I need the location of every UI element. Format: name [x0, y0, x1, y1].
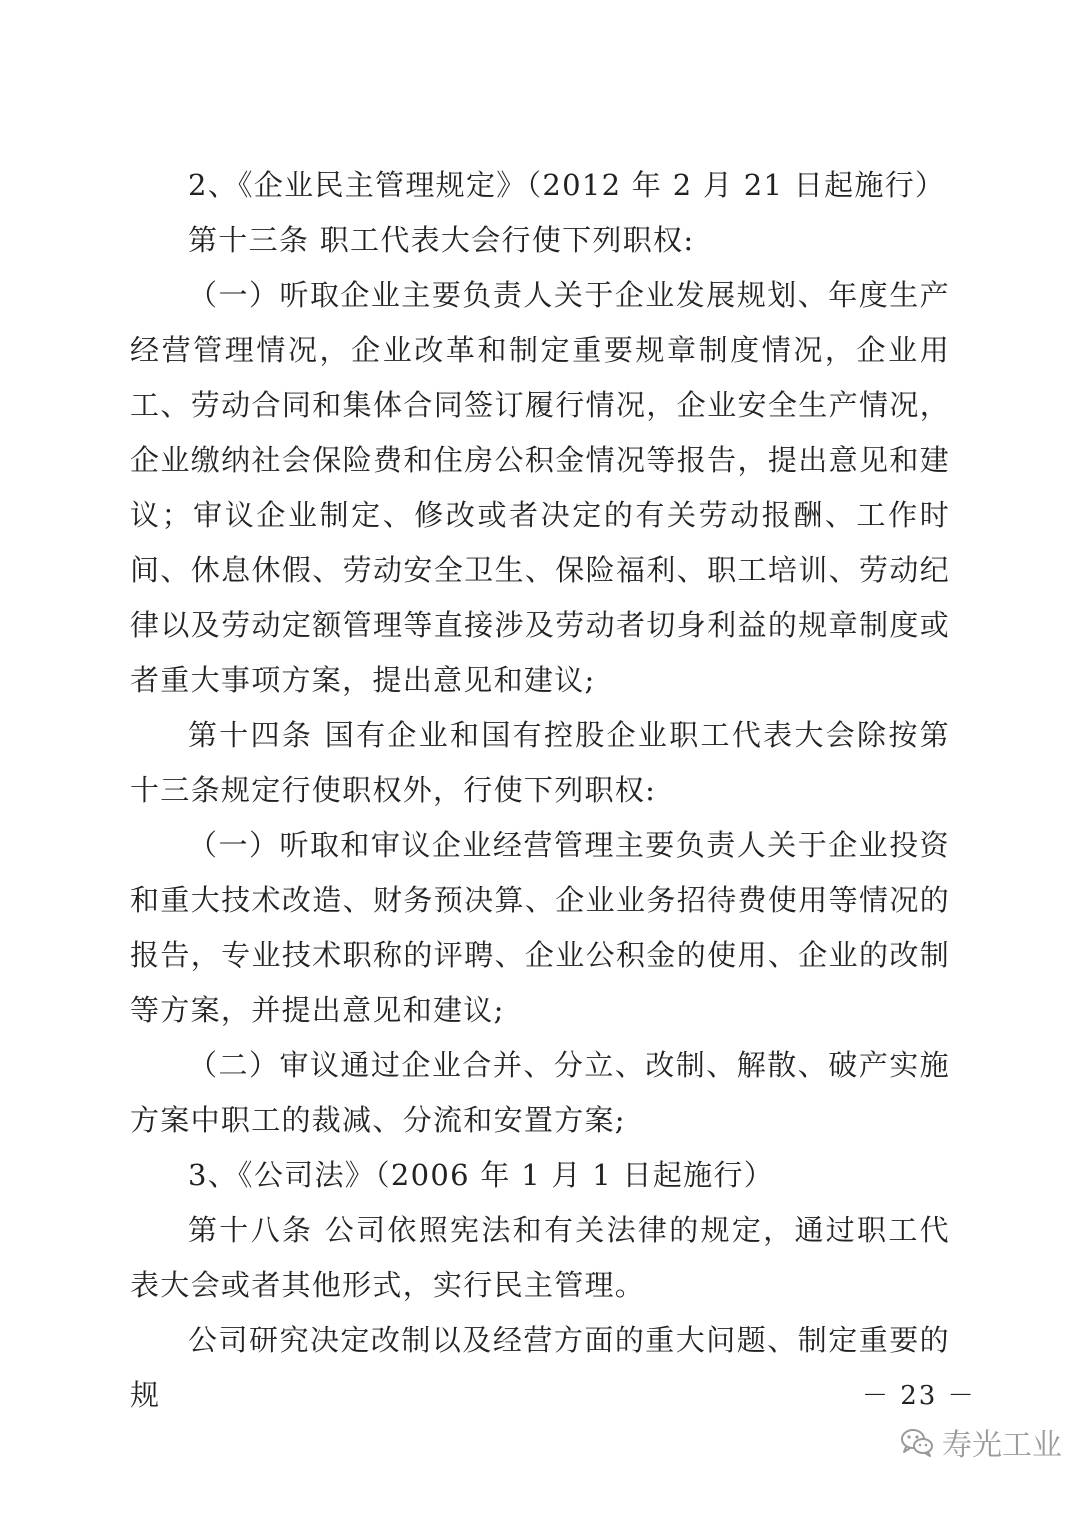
document-body [130, 158, 950, 1423]
paragraph-article-13-item-1: （一）听取企业主要负责人关于企业发展规划、年度生产经营管理情况，企业改革和制定重要规章制度情况，企业用工、劳动合同和集体合同签订履行情况，企业安全生产情况，企业缴纳社会保险费和住房公积金情况等报告，提出意见和建议；审议企业制定、修改或者决定的有关劳动报酬、工作时间、休息休假、劳动安全卫生、保险福利、职工培训、劳动纪律以及劳动定额管理等直接涉及劳动者切身利益的规章制度或者重大事项方案，提出意见和建议; [130, 278, 950, 697]
paragraph-article-18: 第十八条 公司依照宪法和有关法律的规定，通过职工代表大会或者其他形式，实行民主管理。 [130, 1213, 950, 1302]
watermark [900, 1420, 1062, 1464]
paragraph-article-13: 第十三条 职工代表大会行使下列职权: [188, 223, 695, 257]
page-number: － 23 － [862, 1381, 976, 1411]
paragraph-article-18-continued: 公司研究决定改制以及经营方面的重大问题、制定重要的规 [130, 1323, 950, 1412]
watermark-text: 寿光工业 [942, 1428, 1062, 1463]
wechat-icon [900, 1427, 934, 1457]
paragraph-heading-enterprise-democratic-management: 2、《企业民主管理规定》（2012 年 2 月 21 日起施行） [188, 168, 946, 202]
paragraph-article-14-item-1: （一）听取和审议企业经营管理主要负责人关于企业投资和重大技术改造、财务预决算、企业业务招待费使用等情况的报告，专业技术职称的评聘、企业公积金的使用、企业的改制等方案，并提出意见和建议; [130, 828, 950, 1027]
paragraph-article-14-item-2: （二）审议通过企业合并、分立、改制、解散、破产实施方案中职工的裁减、分流和安置方案; [130, 1048, 950, 1137]
paragraph-heading-company-law: 3、《公司法》（2006 年 1 月 1 日起施行） [188, 1158, 775, 1192]
paragraph-article-14: 第十四条 国有企业和国有控股企业职工代表大会除按第十三条规定行使职权外，行使下列职权: [130, 718, 950, 807]
